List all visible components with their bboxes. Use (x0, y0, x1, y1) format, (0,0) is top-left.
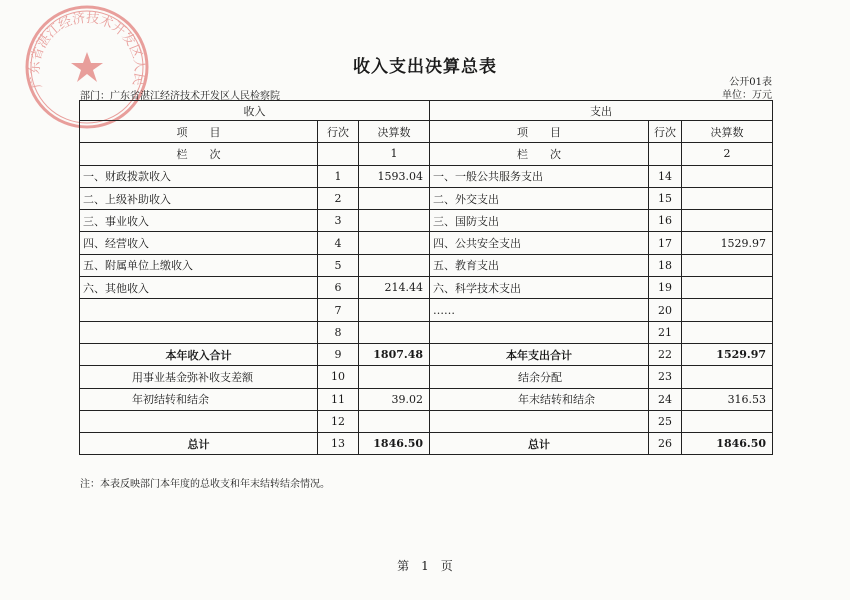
expense-row-no: 21 (649, 321, 682, 343)
income-group-header: 收入 (80, 101, 430, 121)
fund-no: 10 (318, 366, 359, 388)
expense-label: 六、科学技术支出 (430, 277, 649, 299)
income-row-no: 3 (318, 210, 359, 232)
page-title: 收入支出决算总表 (353, 57, 497, 77)
empty-cell (80, 410, 318, 432)
empty-cell (318, 143, 359, 165)
expense-row-no: 17 (649, 232, 682, 254)
grand-expense-label: 总计 (430, 433, 649, 455)
expense-row-no: 20 (649, 299, 682, 321)
table-row (80, 388, 773, 410)
expense-label: 一、一般公共服务支出 (430, 165, 649, 187)
expense-row-no: 14 (649, 165, 682, 187)
footnote: 注：本表反映部门本年度的总收支和年末结转结余情况。 (80, 479, 330, 490)
begin-balance-no: 11 (318, 388, 359, 410)
expense-item-header: 项 目 (430, 121, 649, 143)
seal-text: 广东省湛江经济技术开发区人民 (27, 10, 147, 90)
expense-value (682, 165, 773, 187)
table-row (80, 210, 773, 232)
income-expense-table (79, 100, 773, 455)
expense-total-value: 1529.97 (682, 343, 773, 365)
column-header-row (80, 121, 773, 143)
income-row-no: 5 (318, 254, 359, 276)
expense-row-header: 行次 (649, 121, 682, 143)
begin-balance-value: 39.02 (359, 388, 430, 410)
expense-value (682, 277, 773, 299)
income-label (80, 299, 318, 321)
grand-income-no: 13 (318, 433, 359, 455)
income-label: 一、财政拨款收入 (80, 165, 318, 187)
end-balance-no: 24 (649, 388, 682, 410)
table-row (80, 277, 773, 299)
blank-expense-no: 25 (649, 410, 682, 432)
alloc-label: 结余分配 (430, 366, 649, 388)
income-label: 五、附属单位上缴收入 (80, 254, 318, 276)
grand-income-value: 1846.50 (359, 433, 430, 455)
income-row-no: 7 (318, 299, 359, 321)
income-value (359, 254, 430, 276)
lanci-row (80, 143, 773, 165)
empty-cell (649, 143, 682, 165)
expense-value (682, 321, 773, 343)
income-row-no: 2 (318, 187, 359, 209)
income-value: 1593.04 (359, 165, 430, 187)
income-total-no: 9 (318, 343, 359, 365)
expense-value (682, 254, 773, 276)
expense-value: 1529.97 (682, 232, 773, 254)
expense-amount-header: 决算数 (682, 121, 773, 143)
table-row (80, 254, 773, 276)
income-label: 二、上级补助收入 (80, 187, 318, 209)
income-label: 四、经营收入 (80, 232, 318, 254)
income-total-label: 本年收入合计 (80, 343, 318, 365)
table-row (80, 165, 773, 187)
income-row-no: 8 (318, 321, 359, 343)
grand-income-label: 总计 (80, 433, 318, 455)
empty-cell (359, 410, 430, 432)
expense-lanci: 栏 次 (430, 143, 649, 165)
table-row (80, 366, 773, 388)
expense-total-label: 本年支出合计 (430, 343, 649, 365)
form-code: 公开01表 (729, 77, 772, 88)
empty-cell (430, 410, 649, 432)
income-label: 六、其他收入 (80, 277, 318, 299)
grand-expense-value: 1846.50 (682, 433, 773, 455)
income-row-header: 行次 (318, 121, 359, 143)
alloc-value (682, 366, 773, 388)
table-row (80, 321, 773, 343)
expense-col-no: 2 (682, 143, 773, 165)
expense-label (430, 321, 649, 343)
alloc-no: 23 (649, 366, 682, 388)
income-lanci: 栏 次 (80, 143, 318, 165)
expense-label: 五、教育支出 (430, 254, 649, 276)
income-value (359, 299, 430, 321)
income-value (359, 210, 430, 232)
income-label (80, 321, 318, 343)
table-row (80, 232, 773, 254)
department-label: 部门：广东省湛江经济技术开发区人民检察院 (80, 91, 280, 102)
income-value: 214.44 (359, 277, 430, 299)
fund-label: 用事业基金弥补收支差额 (80, 366, 318, 388)
expense-value (682, 187, 773, 209)
expense-row-no: 15 (649, 187, 682, 209)
income-label: 三、事业收入 (80, 210, 318, 232)
expense-value (682, 299, 773, 321)
end-balance-value: 316.53 (682, 388, 773, 410)
fund-value (359, 366, 430, 388)
blank-income-no: 12 (318, 410, 359, 432)
expense-row-no: 16 (649, 210, 682, 232)
income-row-no: 1 (318, 165, 359, 187)
expense-total-no: 22 (649, 343, 682, 365)
income-total-value: 1807.48 (359, 343, 430, 365)
income-value (359, 232, 430, 254)
grand-expense-no: 26 (649, 433, 682, 455)
expense-label: 三、国防支出 (430, 210, 649, 232)
begin-balance-label: 年初结转和结余 (80, 388, 318, 410)
empty-cell (682, 410, 773, 432)
income-col-no: 1 (359, 143, 430, 165)
page-number: 第 1 页 (397, 559, 453, 573)
income-row-no: 6 (318, 277, 359, 299)
expense-label: 二、外交支出 (430, 187, 649, 209)
annual-total-row (80, 343, 773, 365)
table-row (80, 410, 773, 432)
income-item-header: 项 目 (80, 121, 318, 143)
expense-value (682, 210, 773, 232)
group-header-row (80, 101, 773, 121)
table-row (80, 299, 773, 321)
table-row (80, 187, 773, 209)
income-value (359, 321, 430, 343)
expense-label: 四、公共安全支出 (430, 232, 649, 254)
income-row-no: 4 (318, 232, 359, 254)
income-value (359, 187, 430, 209)
expense-group-header: 支出 (430, 101, 773, 121)
income-amount-header: 决算数 (359, 121, 430, 143)
expense-row-no: 18 (649, 254, 682, 276)
end-balance-label: 年末结转和结余 (430, 388, 649, 410)
expense-label: …… (430, 299, 649, 321)
grand-total-row (80, 433, 773, 455)
expense-row-no: 19 (649, 277, 682, 299)
unit-label: 单位：万元 (722, 90, 772, 101)
